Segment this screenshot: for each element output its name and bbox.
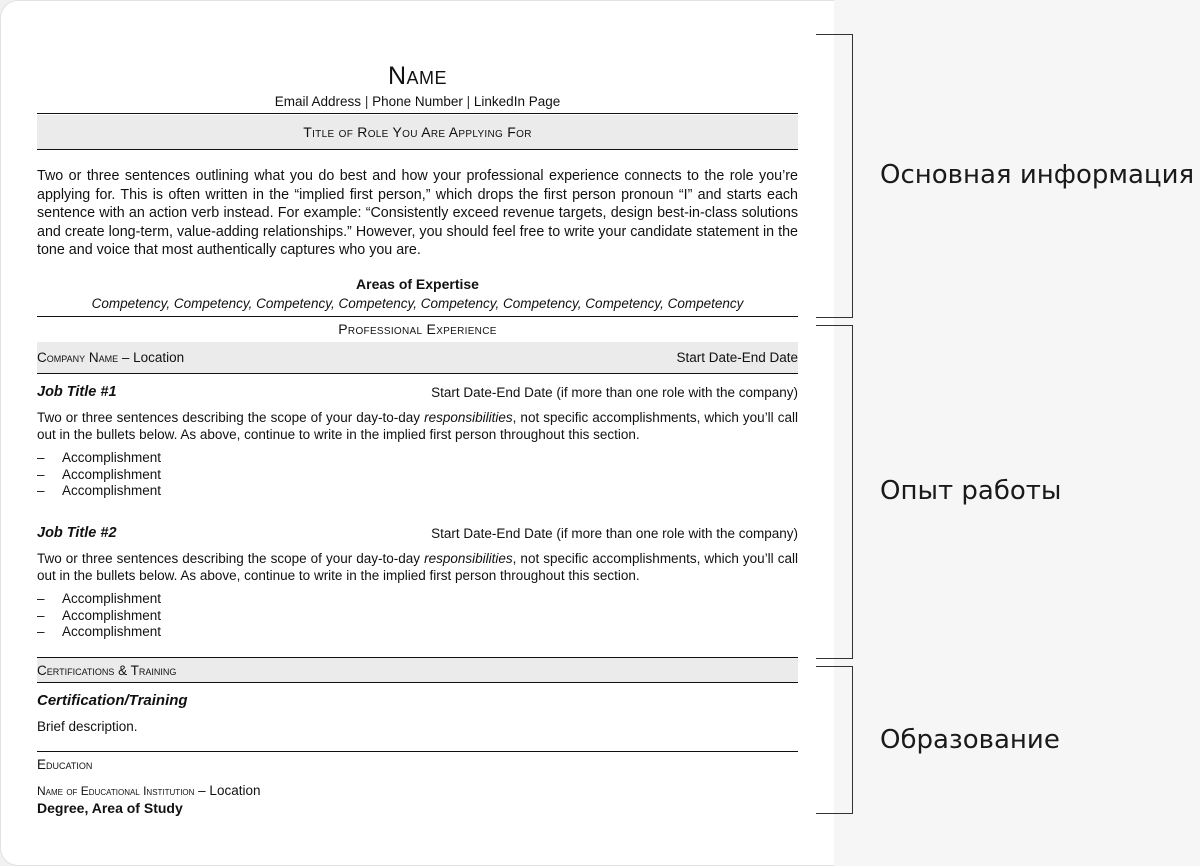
job-desc-emphasis: responsibilities [424,410,513,425]
summary-paragraph: Two or three sentences outlining what you do best and how your professional experience connects to the role you’re applying for. This is often written in the “implied first person,” which drops the first person pronoun “I” and starts each sentence with an action verb instead. For example: “Consistently exceed revenue targets, design best-in-class solutions and create long-term, value-adding relationships.” However, you should feel free to write your candidate statement in the tone and voice that most authentically captures who you are. [37,168,798,258]
expertise-title: Areas of Expertise [356,276,479,292]
resume-name: Name [387,62,448,90]
job-desc-text: Two or three sentences describing the scope of your day-to-day [37,410,425,425]
divider [37,373,798,374]
contact-line [37,94,798,109]
divider [37,682,798,683]
callout-education: Образование [880,725,1060,755]
education-heading: Education [37,757,93,772]
certifications-heading: Certifications & Training [37,663,177,678]
job-title: Job Title #2 [37,525,117,541]
bullet-dash: – [37,450,45,465]
certification-description: Brief description. [37,719,138,734]
bullet-dash: – [37,591,45,606]
list-item [37,450,161,467]
job-dates: Start Date-End Date (if more than one role with the company) [431,385,798,400]
contact-phone: Phone Number [372,94,463,109]
list-item [37,591,161,608]
role-title: Title of Role You Are Applying For [303,124,532,140]
bracket-basic-info [816,34,853,318]
accomplishment: Accomplishment [62,591,162,606]
job-desc-text: Two or three sentences describing the scope of your day-to-day [37,551,425,566]
accomplishment: Accomplishment [62,624,162,639]
accomplishment: Accomplishment [62,450,162,465]
callout-work-experience: Опыт работы [880,476,1062,506]
list-item [37,483,161,500]
institution-name: Name of Educational Institution [37,784,195,798]
accomplishment: Accomplishment [62,466,162,482]
list-item [37,467,161,484]
job-dates: Start Date-End Date (if more than one role with the company) [431,526,798,541]
contact-separator: | [361,94,373,109]
divider [37,149,798,150]
institution-location: – Location [194,783,261,798]
certification-title: Certification/Training [37,692,188,709]
job-description [37,409,798,443]
bullet-dash: – [37,624,45,639]
list-item [37,608,161,625]
expertise-list: Competency, Competency, Competency, Competency, Competency, Competency, Competency, Competency [91,296,744,311]
bullet-dash: – [37,466,45,482]
list-item [37,624,161,641]
experience-heading: Professional Experience [338,321,497,337]
education-degree: Degree, Area of Study [37,800,183,816]
divider [37,751,798,752]
company-name-row [37,350,184,365]
divider [37,113,798,114]
education-institution-row [37,783,260,798]
accomplishment: Accomplishment [62,483,162,498]
contact-separator: | [462,94,474,109]
divider [37,316,798,317]
accomplishment-list [37,591,161,641]
contact-linkedin: LinkedIn Page [473,94,561,109]
callout-basic-info: Основная информация [880,160,1195,190]
company-location: – Location [118,350,185,365]
bullet-dash: – [37,483,45,498]
company-dates: Start Date-End Date [676,350,798,365]
bullet-dash: – [37,607,45,623]
job-desc-emphasis: responsibilities [424,551,513,566]
contact-email: Email Address [274,94,362,109]
bracket-education [816,666,853,814]
bracket-work-experience [816,325,853,659]
job-title: Job Title #1 [37,384,117,400]
job-desc-text: , not specific accomplishments, which you’ll call out in the bullets below. As above, continue to write in the implied first person throughout this section. [37,410,798,442]
resume-document [37,0,798,866]
accomplishment: Accomplishment [62,607,162,623]
job-description [37,550,798,584]
accomplishment-list [37,450,161,500]
company-name: Company Name [37,350,119,365]
job-desc-text: , not specific accomplishments, which you’ll call out in the bullets below. As above, continue to write in the implied first person throughout this section. [37,551,798,583]
